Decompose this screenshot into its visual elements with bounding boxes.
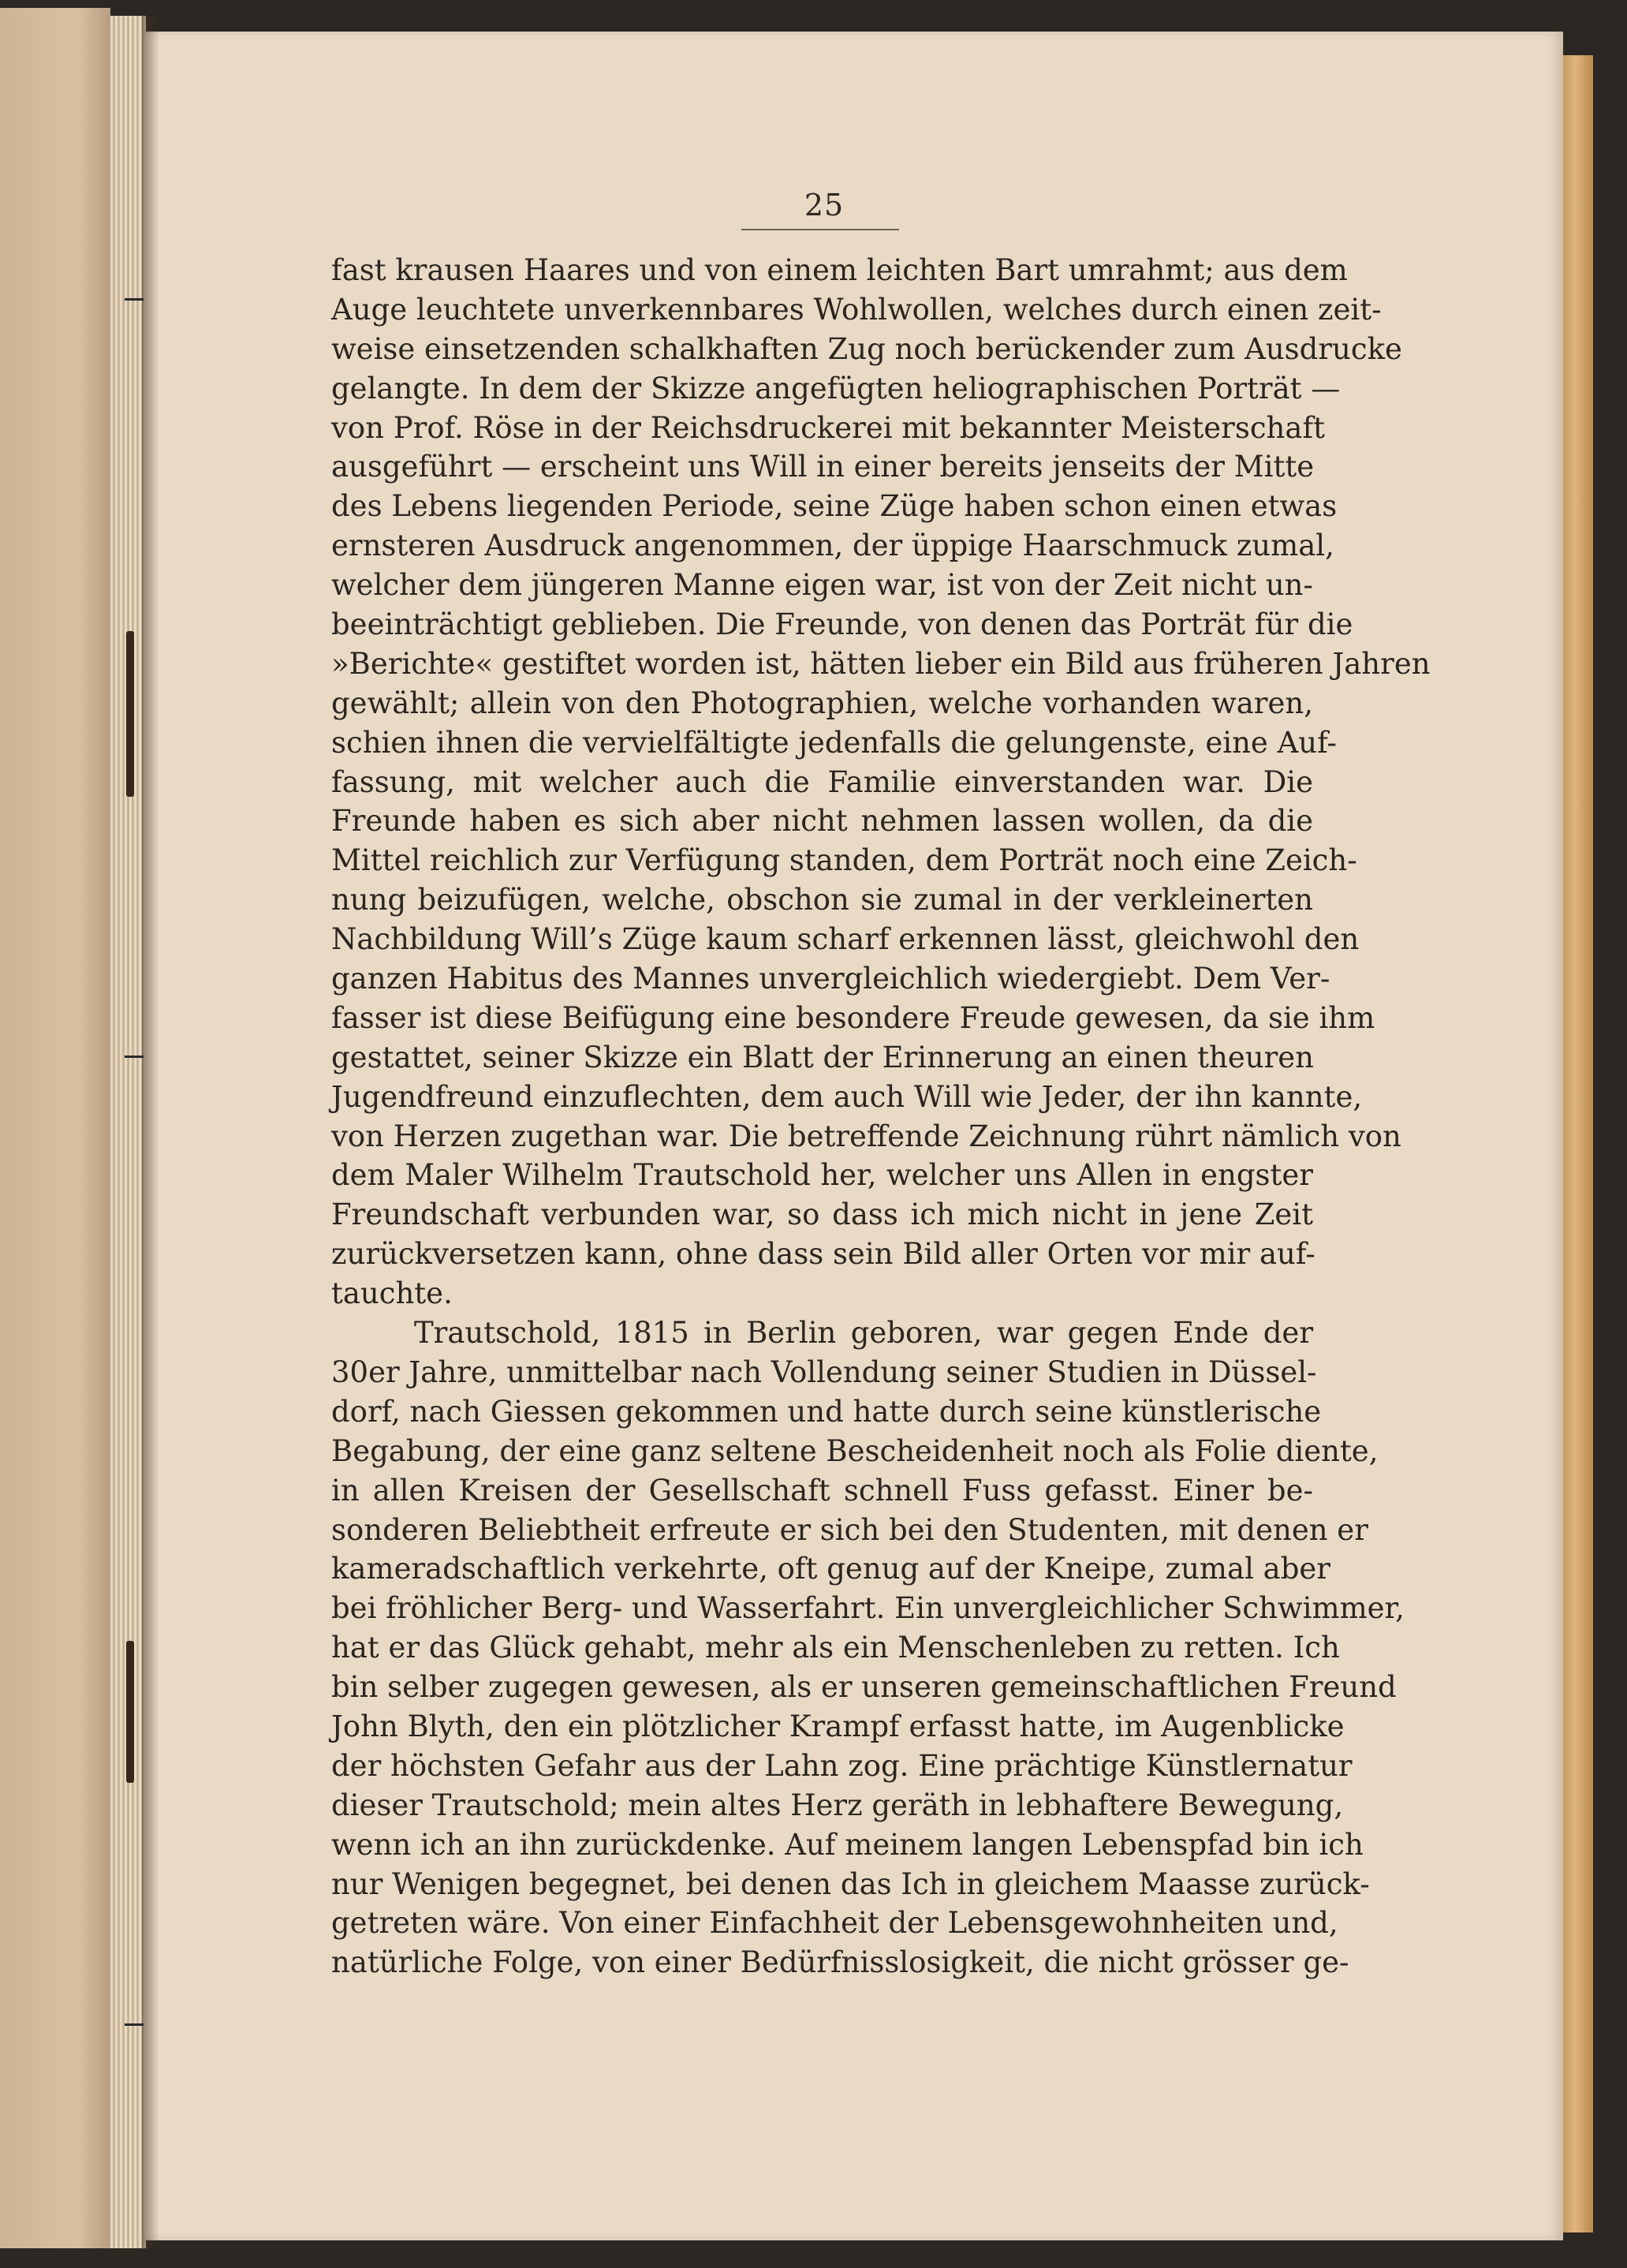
text-line: Auge leuchtete unverkennbares Wohlwollen, welches durch einen zeit- bbox=[331, 292, 1382, 327]
text-line: des Lebens liegenden Periode, seine Züge haben schon einen etwas bbox=[331, 489, 1338, 524]
text-line: dieser Trautschold; mein altes Herz geräth in lebhaftere Bewegung, bbox=[331, 1788, 1344, 1822]
text-line: von Prof. Röse in der Reichsdruckerei mit bekannter Meisterschaft bbox=[331, 410, 1326, 445]
text-line: bin selber zugegen gewesen, als er unseren gemeinschaftlichen Freund bbox=[331, 1670, 1397, 1705]
text-line: weise einsetzenden schalkhaften Zug noch berückender zum Ausdrucke bbox=[331, 331, 1402, 366]
text-line: bei fröhlicher Berg- und Wasserfahrt. Ein unvergleichlicher Schwimmer, bbox=[331, 1591, 1405, 1626]
left-page-edge bbox=[0, 8, 110, 2248]
text-line: sonderen Beliebtheit erfreute er sich bei den Studenten, mit denen er bbox=[331, 1512, 1368, 1547]
text-line: ausgeführt — erscheint uns Will in einer bereits jenseits der Mitte bbox=[331, 450, 1315, 484]
text-line: schien ihnen die vervielfältigte jedenfalls die gelungenste, eine Auf- bbox=[331, 725, 1338, 760]
text-line: zurückversetzen kann, ohne dass sein Bild aller Orten vor mir auf- bbox=[331, 1237, 1315, 1272]
text-line: hat er das Glück gehabt, mehr als ein Menschenleben zu retten. Ich bbox=[331, 1631, 1340, 1665]
header-rule bbox=[741, 229, 899, 230]
page-number: 25 bbox=[804, 188, 845, 222]
book-cover-edge bbox=[1563, 55, 1593, 2233]
text-line: kameradschaftlich verkehrte, oft genug auf der Kneipe, zumal aber bbox=[331, 1552, 1330, 1586]
text-line: gelangte. In dem der Skizze angefügten heliographischen Porträt — bbox=[331, 371, 1341, 405]
text-line: getreten wäre. Von einer Einfachheit der Lebensgewohnheiten und, bbox=[331, 1906, 1338, 1941]
text-line: wenn ich an ihn zurückdenke. Auf meinem langen Lebenspfad bin ich bbox=[331, 1827, 1364, 1862]
binding-thread-mark bbox=[125, 1056, 144, 1058]
text-line: fast krausen Haares und von einem leichten Bart umrahmt; aus dem bbox=[331, 253, 1348, 287]
text-line: fasser ist diese Beifügung eine besondere Freude gewesen, da sie ihm bbox=[331, 1000, 1375, 1035]
text-line: Freundschaft verbunden war, so dass ich mich nicht in jene Zeit bbox=[331, 1198, 1313, 1232]
text-line: beeinträchtigt geblieben. Die Freunde, von denen das Porträt für die bbox=[331, 607, 1353, 642]
text-line: gewählt; allein von den Photographien, welche vorhanden waren, bbox=[331, 686, 1313, 720]
spine-shadow bbox=[142, 16, 159, 2248]
binding-thread-mark bbox=[125, 298, 144, 301]
text-line: tauchte. bbox=[331, 1276, 453, 1311]
text-line: natürliche Folge, von einer Bedürfnisslosigkeit, die nicht grösser ge- bbox=[331, 1945, 1349, 1980]
text-line: nur Wenigen begegnet, bei denen das Ich in gleichem Maasse zurück- bbox=[331, 1866, 1370, 1901]
text-line: fassung, mit welcher auch die Familie einverstanden war. Die bbox=[331, 764, 1313, 799]
text-line: Nachbildung Will’s Züge kaum scharf erkennen lässt, gleichwohl den bbox=[331, 922, 1360, 957]
binding-thread-mark bbox=[125, 2023, 144, 2026]
text-line: Mittel reichlich zur Verfügung standen, dem Porträt noch eine Zeich- bbox=[331, 843, 1357, 878]
bookmark-ribbon-bottom bbox=[126, 1641, 134, 1783]
text-line: welcher dem jüngeren Manne eigen war, ist von der Zeit nicht un- bbox=[331, 568, 1313, 603]
bookmark-ribbon-top bbox=[126, 631, 134, 797]
text-line: gestattet, seiner Skizze ein Blatt der Erinnerung an einen theuren bbox=[331, 1040, 1315, 1074]
text-line: der höchsten Gefahr aus der Lahn zog. Eine prächtige Künstlernatur bbox=[331, 1748, 1353, 1783]
text-line: von Herzen zugethan war. Die betreffende Zeichnung rührt nämlich von bbox=[331, 1119, 1401, 1153]
text-line: nung beizufügen, welche, obschon sie zumal in der verkleinerten bbox=[331, 883, 1313, 917]
text-line: dorf, nach Giessen gekommen und hatte durch seine künstlerische bbox=[331, 1394, 1322, 1429]
text-line: Jugendfreund einzuflechten, dem auch Will wie Jeder, der ihn kannte, bbox=[331, 1079, 1363, 1114]
text-line: ganzen Habitus des Mannes unvergleichlich wiedergiebt. Dem Ver- bbox=[331, 962, 1330, 996]
text-line: »Berichte« gestiftet worden ist, hätten lieber ein Bild aus früheren Jahren bbox=[331, 646, 1431, 681]
text-line: Begabung, der eine ganz seltene Bescheidenheit noch als Folie diente, bbox=[331, 1433, 1379, 1468]
page-stack-edges bbox=[110, 16, 146, 2248]
text-line: dem Maler Wilhelm Trautschold her, welcher uns Allen in engster bbox=[331, 1158, 1313, 1193]
body-text bbox=[331, 251, 1431, 1982]
text-line: 30er Jahre, unmittelbar nach Vollendung seiner Studien in Düssel- bbox=[331, 1354, 1317, 1389]
text-line: ernsteren Ausdruck angenommen, der üppige Haarschmuck zumal, bbox=[331, 529, 1334, 563]
text-line: Trautschold, 1815 in Berlin geboren, war gegen Ende der bbox=[414, 1316, 1313, 1351]
text-line: John Blyth, den ein plötzlicher Krampf erfasst hatte, im Augenblicke bbox=[331, 1709, 1345, 1743]
text-line: in allen Kreisen der Gesellschaft schnell Fuss gefasst. Einer be- bbox=[331, 1473, 1313, 1508]
text-line: Freunde haben es sich aber nicht nehmen lassen wollen, da die bbox=[331, 804, 1313, 839]
